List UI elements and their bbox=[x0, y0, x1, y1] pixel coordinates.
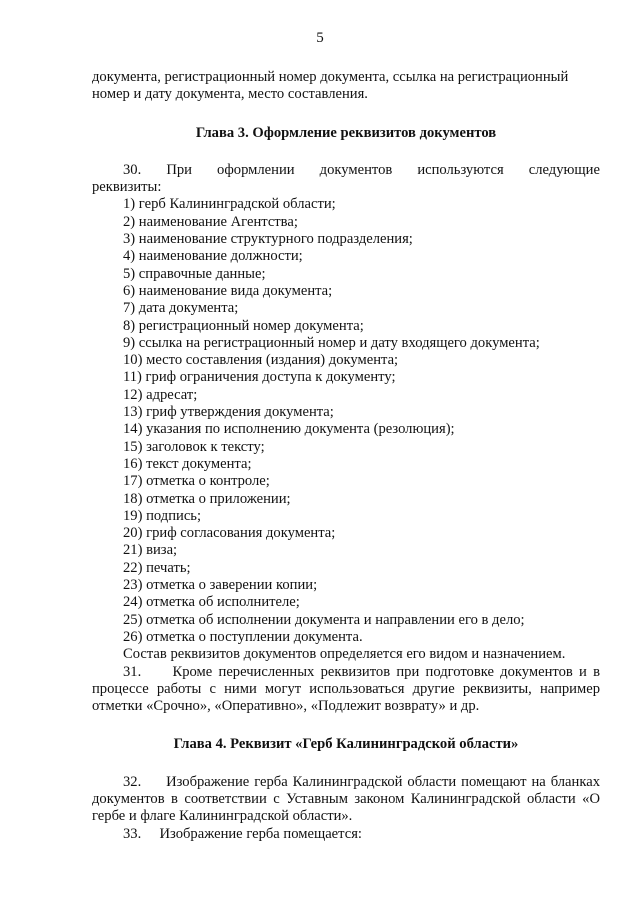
list-item: 5) справочные данные; bbox=[123, 265, 266, 282]
list-item: 11) гриф ограничения доступа к документу; bbox=[123, 369, 396, 386]
list-item: 25) отметка об исполнении документа и направлении его в дело; bbox=[123, 611, 525, 628]
requisites-list bbox=[92, 196, 600, 663]
list-item: 22) печать; bbox=[123, 559, 191, 576]
list-item: 13) гриф утверждения документа; bbox=[123, 404, 334, 421]
list-item: 9) ссылка на регистрационный номер и дату входящего документа; bbox=[123, 334, 540, 351]
list-item: 16) текст документа; bbox=[123, 455, 252, 472]
chapter-3-title: Глава 3. Оформление реквизитов документов bbox=[195, 124, 497, 141]
p30-word: используются bbox=[417, 161, 504, 178]
list-item: 7) дата документа; bbox=[123, 300, 239, 317]
paragraph-31: 31. Кроме перечисленных реквизитов при подготовке документов и в процессе работы с ними могут использоваться другие реквизиты, например отметки «Срочно», «Оперативно», «Подлежит возврату» и др. bbox=[92, 663, 600, 715]
list-item: 15) заголовок к тексту; bbox=[123, 438, 265, 455]
list-item: 4) наименование должности; bbox=[123, 248, 303, 265]
p30-word: документов bbox=[319, 161, 393, 178]
list-item: 21) виза; bbox=[123, 542, 178, 559]
paragraph-32: 32. Изображение герба Калининградской области помещают на бланках документов в соответствии с Уставным законом Калининградской области «О гербе и флаге Калининградской области». bbox=[92, 773, 600, 825]
p30-word: оформлении bbox=[217, 161, 295, 178]
paragraph-30-first-line bbox=[92, 162, 600, 179]
list-item: 24) отметка об исполнителе; bbox=[123, 594, 300, 611]
paragraph-33: 33. Изображение герба помещается: bbox=[123, 825, 362, 842]
intro-line-2: номер и дату документа, место составления. bbox=[92, 86, 368, 103]
list-item: 2) наименование Агентства; bbox=[123, 213, 298, 230]
p30-word: При bbox=[166, 161, 192, 178]
list-item: 20) гриф согласования документа; bbox=[123, 525, 336, 542]
list-item: 18) отметка о приложении; bbox=[123, 490, 291, 507]
list-item: 3) наименование структурного подразделения; bbox=[123, 231, 413, 248]
paragraph-30-continuation: реквизиты: bbox=[92, 179, 162, 196]
chapter-4-title: Глава 4. Реквизит «Герб Калининградской области» bbox=[173, 736, 519, 753]
page-number: 5 bbox=[316, 30, 324, 46]
list-item: 1) герб Калининградской области; bbox=[123, 196, 336, 213]
list-item: 8) регистрационный номер документа; bbox=[123, 317, 364, 334]
document-body bbox=[92, 69, 600, 843]
list-item: 19) подпись; bbox=[123, 507, 202, 524]
list-item: 12) адресат; bbox=[123, 386, 198, 403]
list-item: 23) отметка о заверении копии; bbox=[123, 577, 318, 594]
list-item: 10) место составления (издания) документа; bbox=[123, 352, 399, 369]
list-item: 26) отметка о поступлении документа. bbox=[123, 628, 363, 645]
paragraph-30 bbox=[92, 162, 600, 197]
intro-line-1: документа, регистрационный номер документа, ссылка на регистрационный bbox=[92, 69, 569, 85]
composition-sentence: Состав реквизитов документов определяется его видом и назначением. bbox=[123, 646, 566, 663]
list-item: 17) отметка о контроле; bbox=[123, 473, 270, 490]
list-item: 14) указания по исполнению документа (резолюция); bbox=[123, 421, 455, 438]
list-item: 6) наименование вида документа; bbox=[123, 282, 333, 299]
p30-word: следующие bbox=[528, 161, 600, 178]
p30-word: 30. bbox=[123, 161, 142, 178]
